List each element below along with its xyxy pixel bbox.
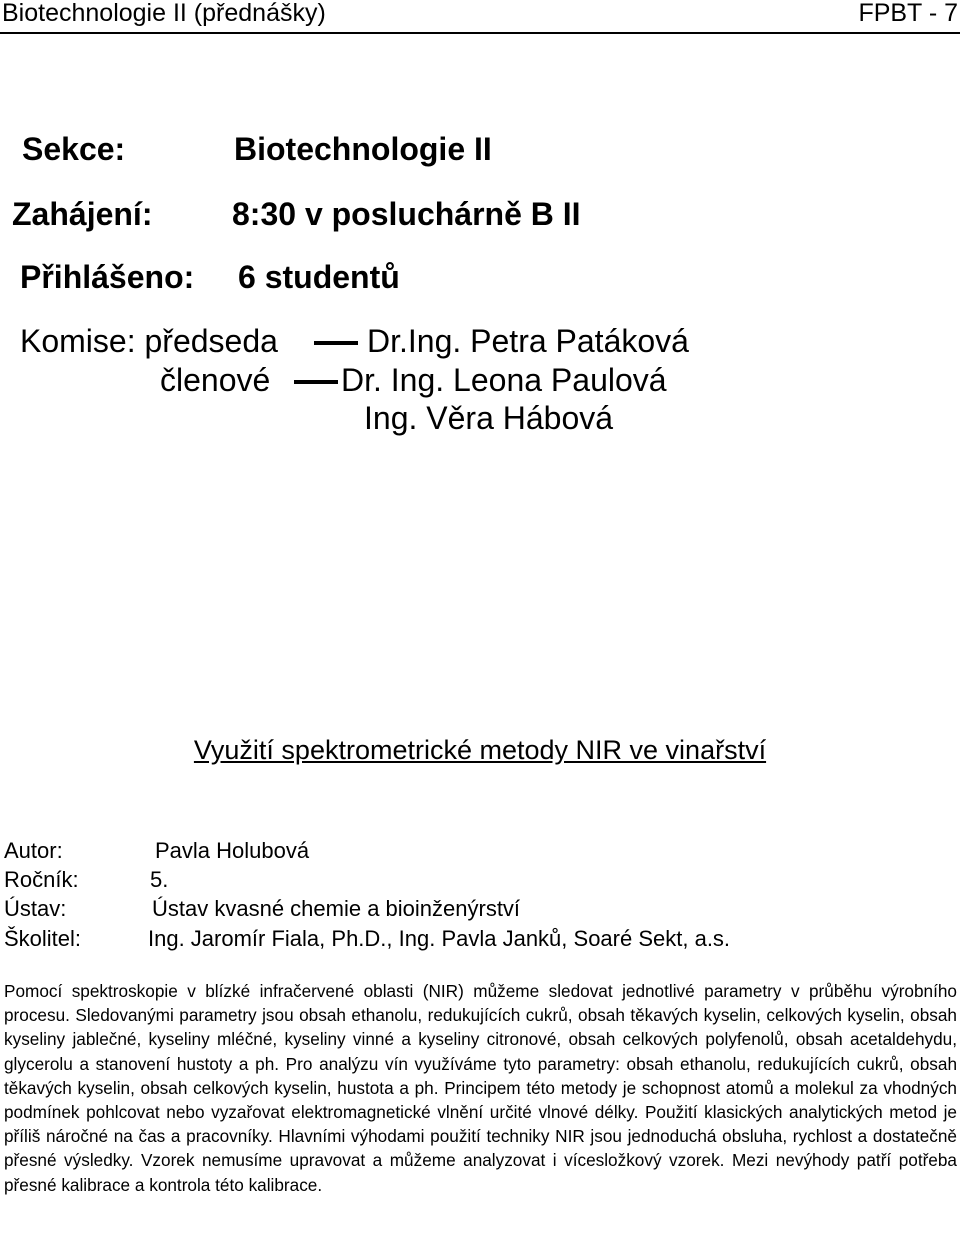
- thesis-abstract: Pomocí spektroskopie v blízké infračervené oblasti (NIR) můžeme sledovat jednotlivé parametry v průběhu výrobního procesu. Sledovanými parametry jsou obsah ethanolu, redukujících cukrů, obsah těkavých kyselin, celkových kyselin, obsah kyseliny jablečné, kyseliny mléčné, kyseliny vinné a kyseliny citronové, obsah celkových polyfenolů, obsah acetaldehydu, glycerolu a stanovení hustoty a ph. Pro analýzu vín využíváme tyto parametry: obsah ethanolu, redukujících cukrů, obsah těkavých kyselin, obsah celkových kyselin, hustota a ph. Principem této metody je schopnost atomů a molekul za vhodných podmínek pohlcovat nebo vyzařovat elektromagnetické vlnění určité vlnové délky. Použití klasických analytických metod je příliš náročné na čas a pracovníky. Hlavními výhodami použití techniky NIR jsou jednoduchá obsluha, rychlost a dostatečně přesné výsledky. Vzorek nemusíme upravovat a můžeme analyzovat i vícesložkový vzorek. Mezi nevýhody patří potřeba přesné kalibrace a kontrola této kalibrace.: [4, 981, 957, 1195]
- committee-member-2: Ing. Věra Hábová: [364, 400, 614, 436]
- committee-chair-label: Komise: předseda: [20, 323, 278, 359]
- supervisor-value: Ing. Jaromír Fiala, Ph.D., Ing. Pavla Janků, Soaré Sekt, a.s.: [148, 926, 731, 951]
- author-label: Autor:: [4, 838, 63, 863]
- supervisor-label: Školitel:: [4, 926, 82, 951]
- zahajeni-value: 8:30 v posluchárně B II: [232, 196, 581, 232]
- author-value: Pavla Holubová: [155, 838, 310, 863]
- header-section-code: FPBT - 7: [858, 0, 958, 27]
- sekce-label: Sekce:: [22, 131, 126, 167]
- members-dash: [294, 380, 338, 384]
- sekce-value: Biotechnologie II: [234, 131, 492, 167]
- committee-chair: Dr.Ing. Petra Patáková: [367, 323, 689, 359]
- header-course-title: Biotechnologie II (přednášky): [2, 0, 326, 27]
- committee-member-1: Dr. Ing. Leona Paulová: [341, 362, 667, 398]
- year-label: Ročník:: [4, 867, 79, 892]
- year-value: 5.: [150, 867, 169, 892]
- zahajeni-label: Zahájení:: [12, 196, 153, 232]
- prihlaseno-label: Přihlášeno:: [20, 259, 195, 295]
- institute-value: Ústav kvasné chemie a bioinženýrství: [152, 896, 521, 921]
- header-rule: [0, 32, 960, 34]
- institute-label: Ústav:: [4, 896, 67, 921]
- thesis-title: Využití spektrometrické metody NIR ve vinařství: [193, 735, 767, 765]
- chair-dash: [314, 341, 358, 345]
- prihlaseno-value: 6 studentů: [238, 259, 400, 295]
- committee-members-label: členové: [160, 362, 271, 398]
